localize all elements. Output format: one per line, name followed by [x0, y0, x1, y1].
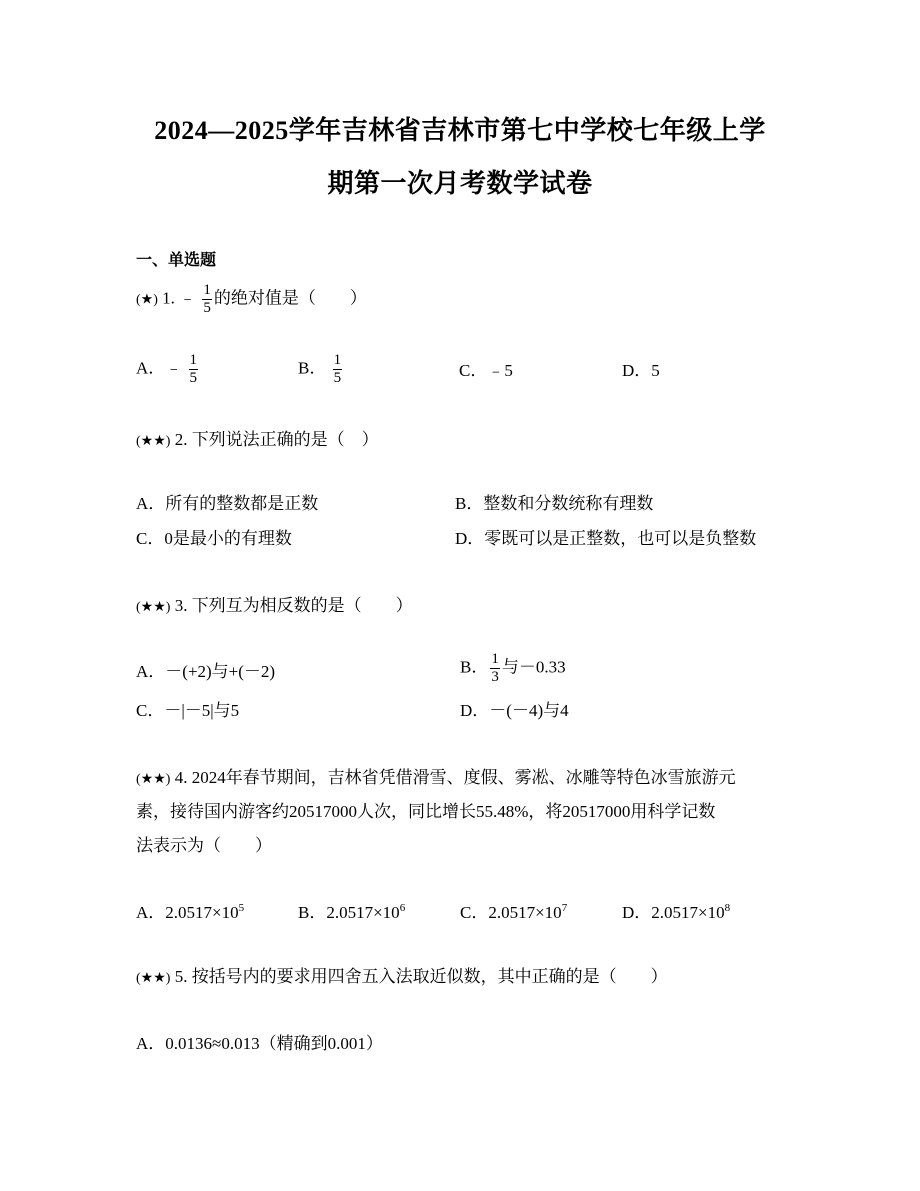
- q1-option-d: D．5: [622, 361, 660, 380]
- q1-option-b: [298, 353, 344, 386]
- q3-option-a: A．－(+2)与+(－2): [136, 662, 276, 681]
- exponent: 5: [238, 902, 245, 914]
- q2-option-d: D．零既可以是正整数，也可以是负整数: [455, 529, 757, 548]
- section-heading: 一、单选题: [136, 252, 217, 269]
- question-4-line2: 素，接待国内游客约20517000人次，同比增长55.48%，将20517000用科学记数: [136, 802, 716, 821]
- exam-title-line2: 期第一次月考数学试卷: [327, 169, 593, 198]
- exponent: 7: [561, 902, 568, 914]
- question-text: 的绝对值是（ ）: [213, 288, 367, 308]
- numerator: 1: [203, 282, 211, 298]
- question-text: 4. 2024年春节期间，吉林省凭借滑雪、度假、雾凇、冰雕等特色冰雪旅游元: [174, 768, 736, 787]
- q1-option-a: [136, 353, 200, 386]
- option-text: A．2.0517×10: [136, 903, 239, 922]
- question-text: 5. 按括号内的要求用四舍五入法取近似数，其中正确的是（ ）: [174, 967, 668, 986]
- difficulty-stars: (★★): [136, 600, 171, 615]
- q3-option-c: C．－|－5|与5: [136, 701, 240, 720]
- fraction: [189, 353, 199, 386]
- question-2: [136, 425, 379, 450]
- exponent: 8: [724, 902, 731, 914]
- q2-option-b: B．整数和分数统称有理数: [455, 494, 654, 513]
- difficulty-stars: (★★): [136, 971, 171, 986]
- question-number: 1.: [162, 288, 175, 308]
- numerator: 1: [491, 651, 499, 667]
- difficulty-stars: (★★): [136, 772, 171, 787]
- q2-option-a: A．所有的整数都是正数: [136, 494, 319, 513]
- q2-option-c: C．0是最小的有理数: [136, 529, 292, 548]
- question-text: 2. 下列说法正确的是（ ）: [174, 430, 379, 449]
- denominator: 5: [333, 370, 342, 386]
- q3-option-b: [460, 652, 566, 685]
- option-text: B．2.0517×10: [298, 903, 400, 922]
- denominator: 5: [189, 370, 198, 386]
- minus-sign: ﹣: [165, 358, 183, 378]
- option-label: B．: [460, 657, 489, 677]
- q4-option-d: [622, 898, 730, 923]
- option-text: D．2.0517×10: [622, 903, 725, 922]
- denominator: 5: [203, 300, 211, 316]
- fraction: [490, 652, 500, 685]
- q4-option-b: [298, 898, 405, 923]
- option-text: C．2.0517×10: [460, 903, 562, 922]
- question-4-line1: [136, 763, 736, 788]
- numerator: 1: [333, 352, 342, 368]
- difficulty-stars: (★★): [136, 434, 171, 449]
- exam-title-line1: 2024—2025学年吉林省吉林市第七中学校七年级上学: [154, 116, 766, 145]
- option-label: B．: [298, 358, 327, 378]
- minus-sign: ﹣: [179, 288, 197, 308]
- q3-option-d: D．－(－4)与4: [460, 701, 569, 720]
- q4-option-c: [460, 898, 567, 923]
- q1-option-c: C．﹣5: [459, 361, 513, 380]
- option-text: 与－0.33: [501, 657, 566, 677]
- question-3: [136, 591, 413, 616]
- question-text: 3. 下列互为相反数的是（ ）: [174, 596, 413, 615]
- q5-option-a: A．0.0136≈0.013（精确到0.001）: [136, 1034, 383, 1053]
- numerator: 1: [189, 352, 198, 368]
- question-4-line3: 法表示为（ ）: [136, 836, 272, 855]
- difficulty-stars: (★): [136, 292, 158, 308]
- question-5: [136, 962, 668, 987]
- denominator: 3: [491, 669, 499, 685]
- question-1: [136, 283, 367, 316]
- fraction: [333, 353, 343, 386]
- fraction: [202, 283, 212, 316]
- option-label: A．: [136, 358, 166, 378]
- exponent: 6: [399, 902, 406, 914]
- q4-option-a: [136, 898, 244, 923]
